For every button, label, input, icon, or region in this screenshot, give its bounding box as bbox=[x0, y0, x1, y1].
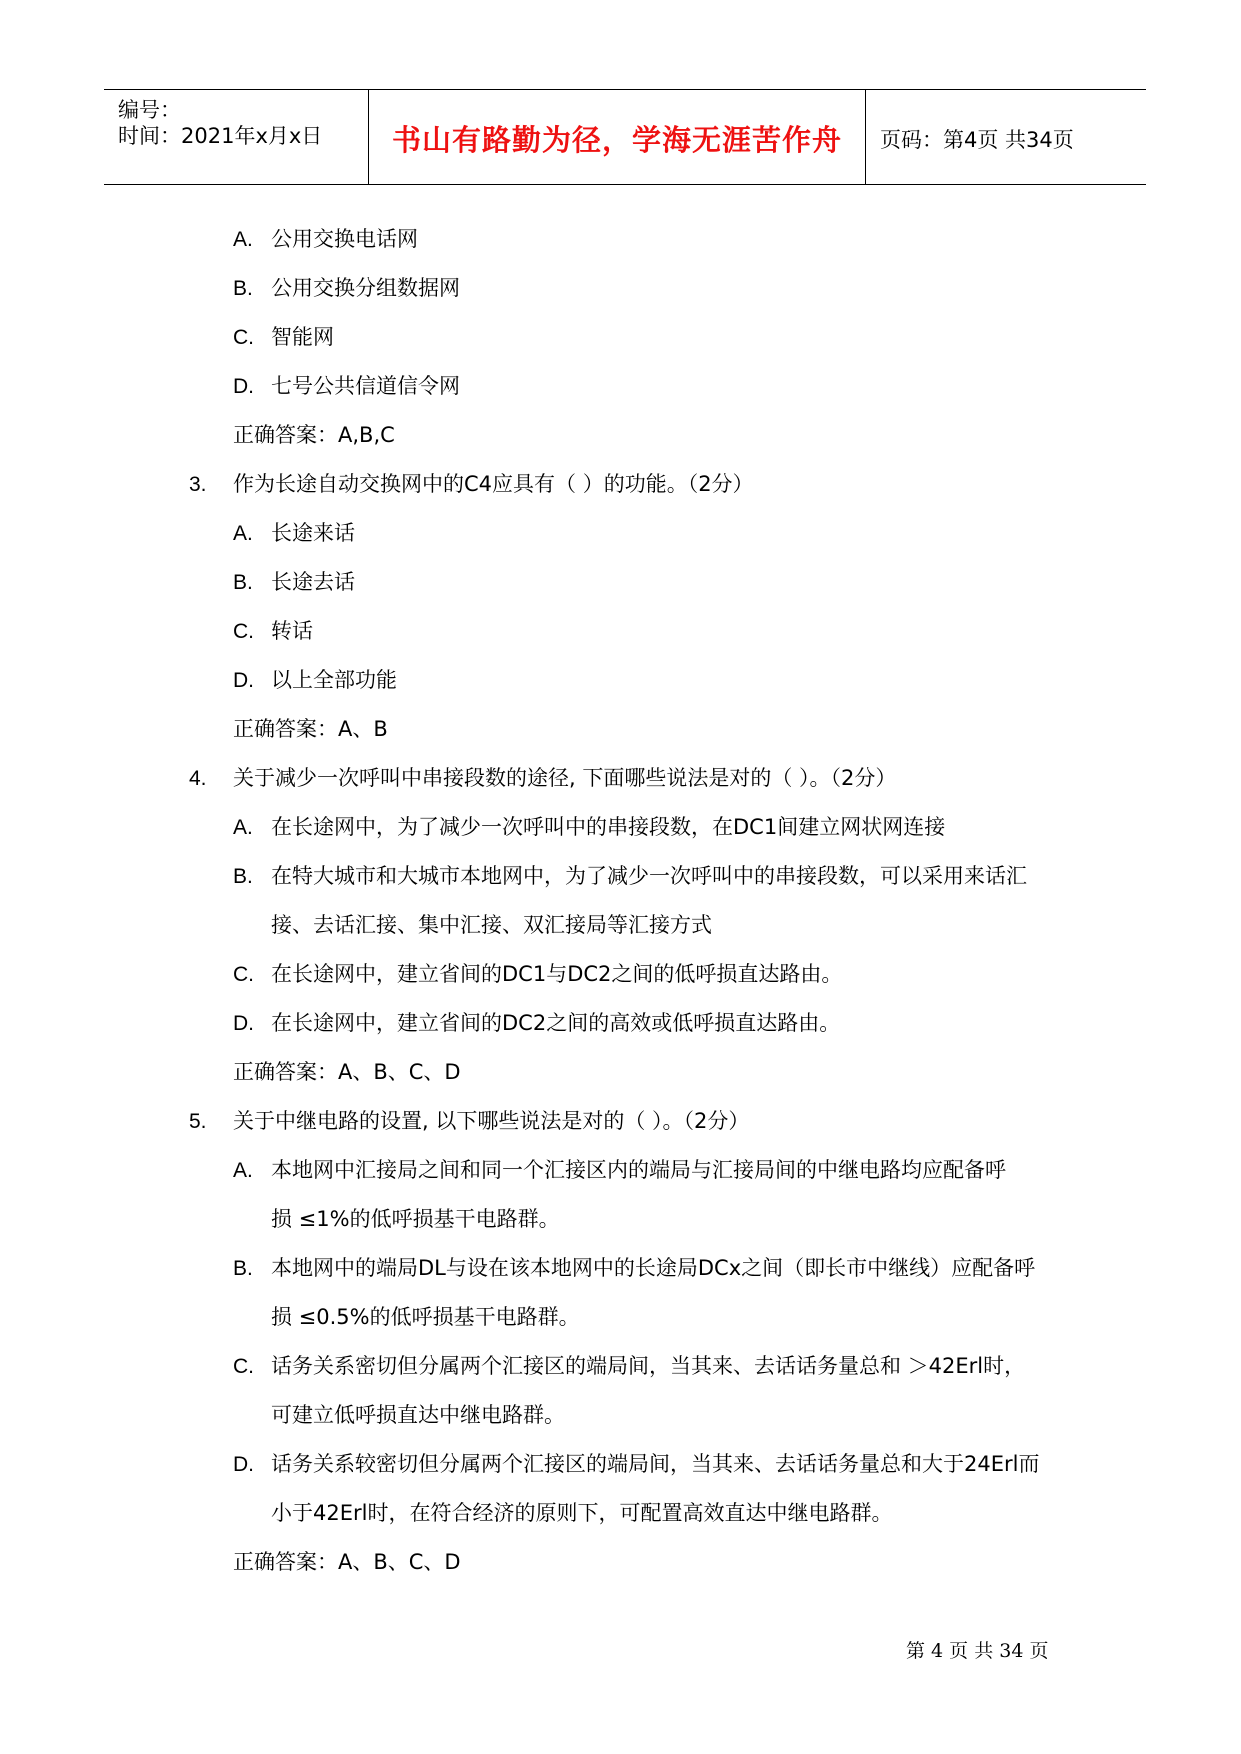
header-right-cell bbox=[866, 90, 1146, 184]
answer-line: 正确答案：A、B、C、D bbox=[233, 1060, 461, 1084]
option-c: C. 转话 bbox=[233, 619, 313, 643]
option-d: D. 在长途网中，建立省间的DC2之间的高效或低呼损直达路由。 bbox=[233, 1011, 841, 1035]
option-a: A. 公用交换电话网 bbox=[233, 227, 418, 251]
page-footer: 第 4 页 共 34 页 bbox=[906, 1640, 1049, 1662]
option-c: C. 在长途网中，建立省间的DC1与DC2之间的低呼损直达路由。 bbox=[233, 962, 843, 986]
option-b: B. 在特大城市和大城市本地网中，为了减少一次呼叫中的串接段数，可以采用来话汇 bbox=[233, 864, 1027, 888]
option-c: C. 话务关系密切但分属两个汇接区的端局间，当其来、去话话务量总和 ＞42Erl时， bbox=[233, 1354, 1026, 1378]
option-a: A. 长途来话 bbox=[233, 521, 355, 545]
option-d-continuation: 小于42Erl时，在符合经济的原则下，可配置高效直达中继电路群。 bbox=[271, 1501, 893, 1525]
option-a: A. 本地网中汇接局之间和同一个汇接区内的端局与汇接局间的中继电路均应配备呼 bbox=[233, 1158, 1006, 1182]
option-b: B. 公用交换分组数据网 bbox=[233, 276, 460, 300]
serial-label: 编号： bbox=[118, 98, 181, 122]
option-d: D. 话务关系较密切但分属两个汇接区的端局间，当其来、去话话务量总和大于24Erl而 bbox=[233, 1452, 1040, 1476]
header-motto-cell bbox=[369, 90, 866, 184]
answer-line: 正确答案：A、B、C、D bbox=[233, 1550, 461, 1574]
motto: 书山有路勤为径，学海无涯苦作舟 bbox=[391, 123, 842, 157]
header-page-label: 页码：第4页 共34页 bbox=[880, 128, 1074, 152]
header-left-cell bbox=[104, 90, 369, 184]
time-label: 时间：2021年x月x日 bbox=[118, 124, 323, 148]
answer-line: 正确答案：A、B bbox=[233, 717, 388, 741]
question-3-stem: 3. 作为长途自动交换网中的C4应具有（ ）的功能。（2分） bbox=[189, 472, 754, 496]
option-c: C. 智能网 bbox=[233, 325, 334, 349]
option-d: D. 七号公共信道信令网 bbox=[233, 374, 460, 398]
option-b-continuation: 接、去话汇接、集中汇接、双汇接局等汇接方式 bbox=[271, 913, 712, 937]
option-a: A. 在长途网中，为了减少一次呼叫中的串接段数，在DC1间建立网状网连接 bbox=[233, 815, 946, 839]
option-a-continuation: 损 ≤1%的低呼损基干电路群。 bbox=[271, 1207, 560, 1231]
option-c-continuation: 可建立低呼损直达中继电路群。 bbox=[271, 1403, 565, 1427]
option-b: B. 本地网中的端局DL与设在该本地网中的长途局DCx之间（即长市中继线）应配备呼 bbox=[233, 1256, 1036, 1280]
page-header bbox=[104, 89, 1146, 185]
option-b: B. 长途去话 bbox=[233, 570, 355, 594]
question-5-stem: 5. 关于中继电路的设置, 以下哪些说法是对的（ ）。（2分） bbox=[189, 1109, 750, 1133]
answer-line: 正确答案：A,B,C bbox=[233, 423, 395, 447]
option-d: D. 以上全部功能 bbox=[233, 668, 397, 692]
option-b-continuation: 损 ≤0.5%的低呼损基干电路群。 bbox=[271, 1305, 580, 1329]
question-4-stem: 4. 关于减少一次呼叫中串接段数的途径, 下面哪些说法是对的（ ）。（2分） bbox=[189, 766, 897, 790]
